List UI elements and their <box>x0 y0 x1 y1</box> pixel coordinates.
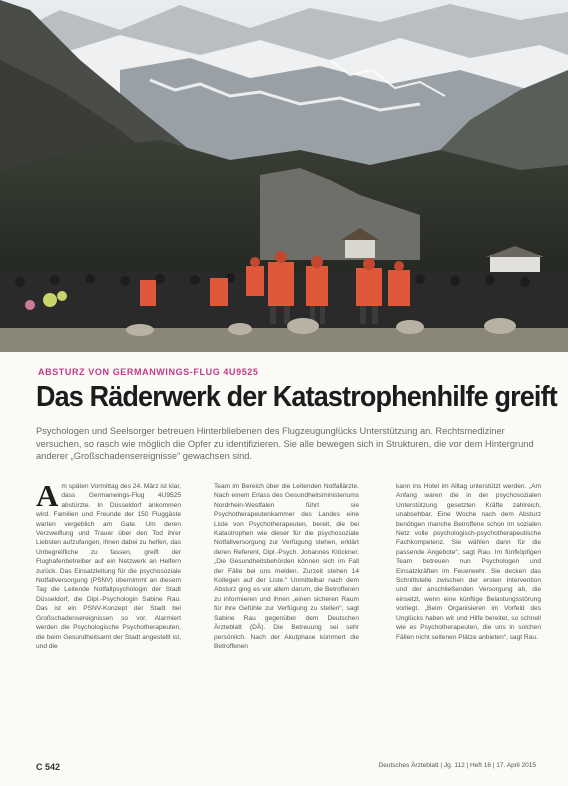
body-column-2 <box>214 482 359 651</box>
journal-citation: Deutsches Ärzteblatt | Jg. 112 | Heft 16 | 17. April 2015 <box>378 762 536 769</box>
page-footer <box>36 762 536 774</box>
article-headline: Das Räderwerk der Katastrophenhilfe greift <box>36 381 557 413</box>
body-text-2: Team im Bereich über die Leitenden Notfallärzte. Nach einem Erlass des Gesundheitsministeriums Nordrhein-Westfalen führt sie Psychotherapeutenkammer des Landes eine Liste von Psychotherapeuten, bereit, die bei Katastrophen wie dieser für die psychosoziale Notfallversorgung zur Verfügung stehen, erklärt deren Referent, Dipl.-Psych. Johannes Klöckner. „Die Gesundheitsbehörden können sich im Fall der Fälle bei uns melden. Zurzeit stehen 14 Kollegen auf der Liste.“ Unmittelbar nach dem Absturz ging es vor allem darum, die Betroffenen zu informieren und ihnen „einen sicheren Raum für ihre Gefühle zur Verfügung zu stellen“, sagt Sabine Rau gegenüber dem Deutschen Ärzteblatt (DÄ). Die Betreuung sei sehr persönlich. Nach der Akutphase kümmert die Betroffenen <box>214 483 359 650</box>
body-text-1: m späten Vormittag des 24. März ist klar, dass Germanwings-Flug 4U9525 abstürzte. In Düsseldorf ankommen wird. Familien und Freunde der 150 Fluggäste warten vergeblich am Gate. Um deren Verzweiflung und Trauer über den Tod ihrer Liebsten aufzufangen, ihnen dabei zu helfen, das Unbegreifliche zu fassen, greift der Flughafenbetreiber auf ein Netzwerk an Helfern zurück. Das Einsatzleitung für die psychosoziale Notfallversorgung (PSNV) übernimmt an diesem Tag die Leitende Notfallpsychologin der Stadt Düsseldorf, die Dipl.-Psychologin Sabine Rau. Das ist ein PSNV-Konzept der Stadt bei Großschadensereignissen so vor. Alarmiert werden die Psychologische Psychotherapeuten, die beim Gesundheitsamt der Stadt angestellt ist, und die <box>36 483 181 650</box>
body-column-1 <box>36 478 181 651</box>
body-column-3 <box>396 482 541 642</box>
article-body <box>36 478 541 762</box>
article-lead: Psychologen und Seelsorger betreuen Hinterbliebenen des Flugzeugunglücks Unterstützung an. Rechtsmediziner versuchen, so rasch wie möglich die Opfer zu identifizieren. Sie alle bewegen sich in Strukturen, die vor dem Hintergrund anderer „Großschadensereignisse“ gewachsen sind. <box>36 426 534 461</box>
body-text-3: kann ins Hotel im Alltag unterstützt werden. „Am Anfang waren die in der psychosozialen Unterstützung gesetzten Kräfte zahlreich, unabsehbar. Eine Woche nach dem Absturz benötigen manche Betroffene schon im sozialen Netz volle psychologisch-psychotherapeutische Fachkompetenz. Sie wählen dann für die passende Angebote“, sagt Rau. Im fünfköpfigen Team betreuen nun Psychologen und Einsatzkräften im Feuerwehr. Sie decken das Schnittstelle zwischen der ersten Intervention und der anschließenden Versorgung ab, die einsetzt, wenn eine künftige Belastungsstörung vorliegt. „Beim Organisieren im Vorfeld des Unglücks haben wir und Hilfe bereitet, so schnell wie es Psychotherapeuten, die uns in solchen Fällen nicht seltenen Plätze anbieten“, sagt Rau. <box>396 483 541 641</box>
page-number: C 542 <box>36 762 61 772</box>
article-kicker: ABSTURZ VON GERMANWINGS-FLUG 4U9525 <box>38 367 259 377</box>
drop-cap: A <box>36 478 59 513</box>
news-photo-mourners-mountains <box>0 0 568 352</box>
